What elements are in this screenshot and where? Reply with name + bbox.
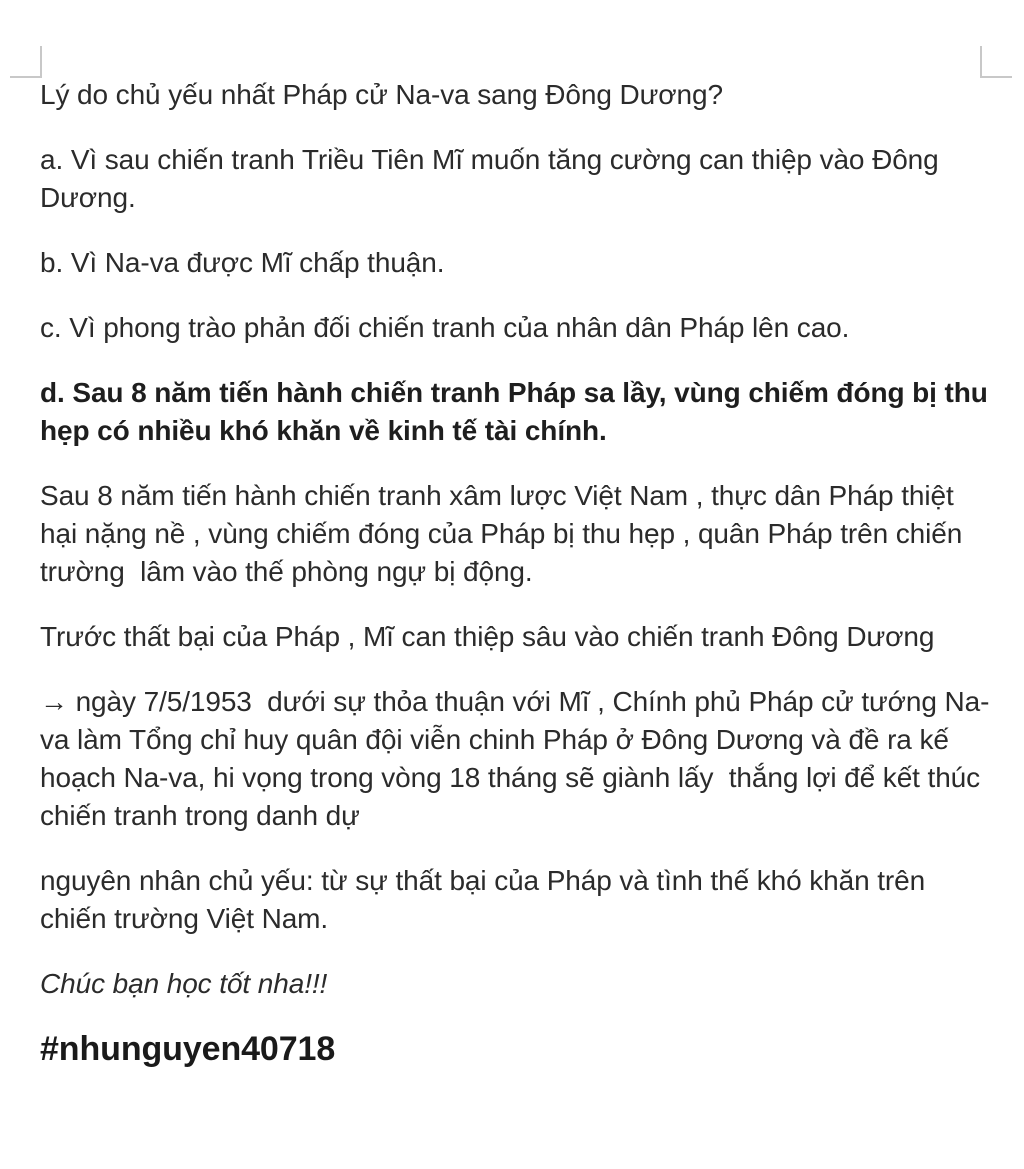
- page-corner-mark-top-left: [10, 46, 42, 78]
- answer-option-d-correct: d. Sau 8 năm tiến hành chiến tranh Pháp sa lầy, vùng chiếm đóng bị thu hẹp có nhiều khó khăn về kinh tế tài chính.: [40, 377, 996, 446]
- explanation-paragraph-1: Sau 8 năm tiến hành chiến tranh xâm lược Việt Nam , thực dân Pháp thiệt hại nặng nề , vùng chiếm đóng của Pháp bị thu hẹp , quân Pháp trên chiến trường lâm vào thế phòng ngự bị động.: [40, 480, 970, 587]
- author-hashtag: #nhunguyen40718: [40, 1030, 336, 1068]
- page-corner-mark-top-right: [980, 46, 1012, 78]
- explanation-paragraph-3: → ngày 7/5/1953 dưới sự thỏa thuận với Mĩ , Chính phủ Pháp cử tướng Na-va làm Tổng chỉ huy quân đội viễn chinh Pháp ở Đông Dương và đề ra kế hoạch Na-va, hi vọng trong vòng 18 tháng sẽ giành lấy thắng lợi để kết thúc chiến tranh trong danh dự: [40, 686, 990, 831]
- document-body: [40, 76, 996, 1097]
- answer-option-b: b. Vì Na-va được Mĩ chấp thuận.: [40, 247, 445, 278]
- question-text: Lý do chủ yếu nhất Pháp cử Na-va sang Đông Dương?: [40, 79, 723, 110]
- closing-wish: Chúc bạn học tốt nha!!!: [40, 968, 328, 999]
- answer-option-c: c. Vì phong trào phản đối chiến tranh của nhân dân Pháp lên cao.: [40, 312, 850, 343]
- explanation-paragraph-2: Trước thất bại của Pháp , Mĩ can thiệp sâu vào chiến tranh Đông Dương: [40, 621, 935, 652]
- answer-option-a: a. Vì sau chiến tranh Triều Tiên Mĩ muốn tăng cường can thiệp vào Đông Dương.: [40, 144, 947, 213]
- conclusion-text: nguyên nhân chủ yếu: từ sự thất bại của Pháp và tình thế khó khăn trên chiến trường Việt Nam.: [40, 865, 933, 934]
